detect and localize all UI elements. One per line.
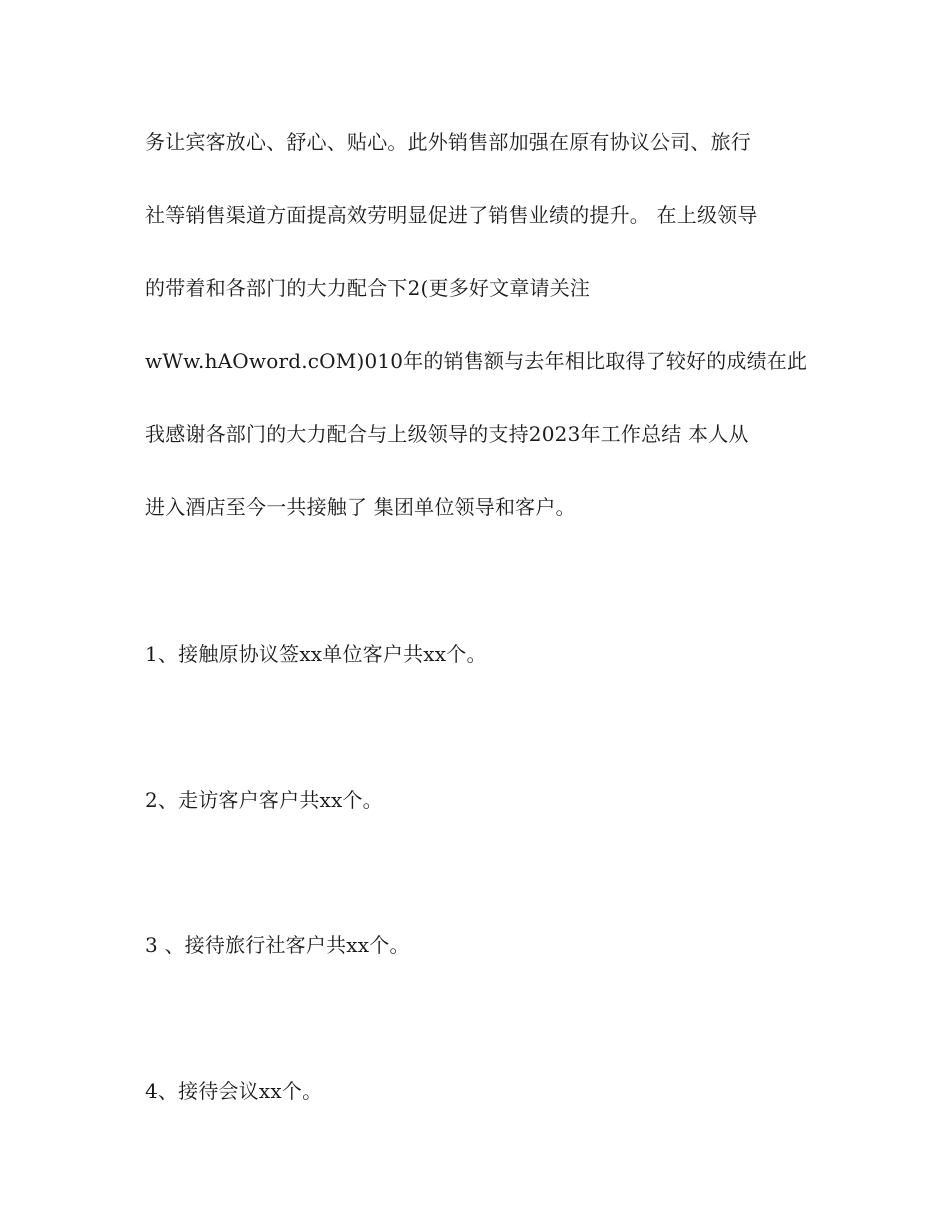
paragraph-line: 进入酒店至今一共接触了 集团单位领导和客户。 (145, 495, 576, 519)
paragraph-line: 的带着和各部门的大力配合下2(更多好文章请关注 (145, 276, 591, 300)
paragraph-line: 我感谢各部门的大力配合与上级领导的支持2023年工作总结 本人从 (145, 422, 749, 446)
list-item: 1、接触原协议签xx单位客户共xx个。 (145, 642, 487, 666)
paragraph-line: 务让宾客放心、舒心、贴心。此外销售部加强在原有协议公司、旅行 (145, 130, 751, 154)
paragraph-line: wWw.hAOword.cOM)010年的销售额与去年相比取得了较好的成绩在此 (145, 349, 808, 373)
list-item: 2、走访客户客户共xx个。 (145, 788, 383, 812)
list-item: 3 、接待旅行社客户共xx个。 (145, 933, 410, 957)
paragraph-line: 社等销售渠道方面提高效劳明显促进了销售业绩的提升。 在上级领导 (145, 203, 758, 227)
list-item: 4、接待会议xx个。 (145, 1079, 323, 1103)
